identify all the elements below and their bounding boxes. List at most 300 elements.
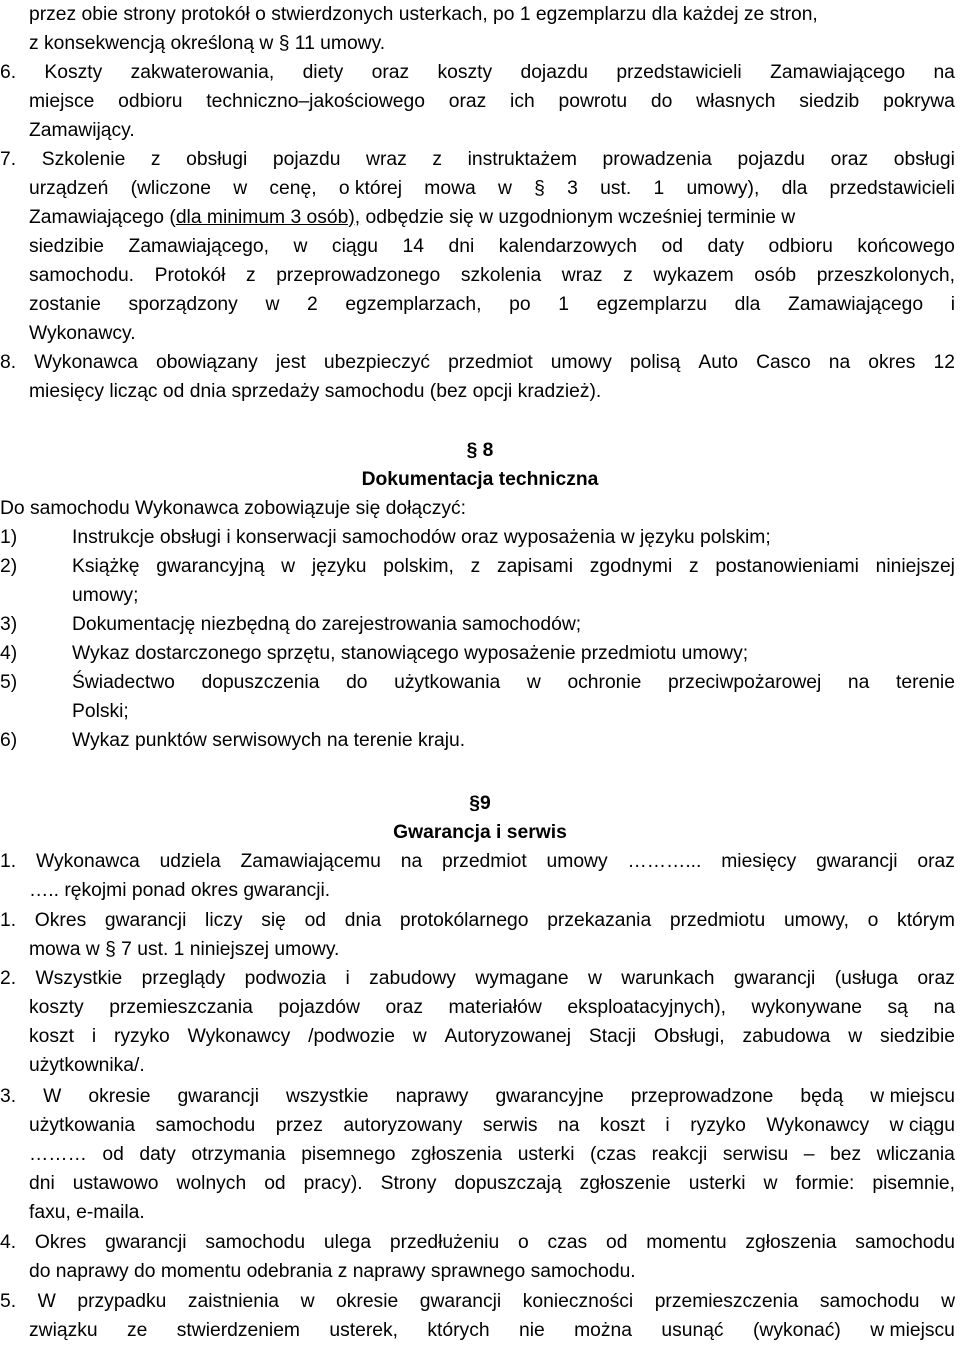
word: oraz [917,968,955,989]
word: od [661,236,683,257]
word: 2. [0,968,17,989]
word: na [400,851,423,872]
word: 1. [0,910,17,931]
word: oraz [448,91,487,112]
word: Wszystkie [35,968,123,989]
word: siedzibie [879,1026,955,1047]
word: przedmiot [442,851,527,872]
word: kalendarzowych [498,236,638,257]
word: usterek, [329,1320,398,1341]
list-item-text: Wykaz punktów serwisowych na terenie kraju. [72,730,466,751]
word: w [233,178,248,199]
word: się [261,910,286,931]
word: konieczności [522,1291,634,1312]
word: 1 [558,294,569,315]
list-item [0,639,960,668]
warranty-6-line-2 [29,1316,955,1345]
word: odbioru [768,236,833,257]
word: gwarancji [177,1086,259,1107]
word: i [345,968,350,989]
word: ustawowo [72,1173,159,1194]
word: 8. [0,352,17,373]
word: Stacji [588,1026,637,1047]
word: reakcji [651,1144,708,1165]
word: na [933,62,955,83]
word: i [91,1026,97,1047]
list-item-number: 1) [0,527,18,548]
item-7-line-4 [29,232,955,261]
text-line [29,29,960,58]
item-7-line-5 [29,261,955,290]
paragraph-text: mowa w § 7 ust. 1 niniejszej umowy. [29,939,340,960]
word: koszty [29,997,84,1018]
word: mowa [424,178,476,199]
word: z [150,149,161,170]
section-8-title [0,465,960,494]
word: Zamawiającego, [128,236,269,257]
word: wolnych [176,1173,247,1194]
word: Obsługi, [653,1026,725,1047]
word: Zamawiającego [770,62,906,83]
list-item [0,726,960,755]
word: Casco [756,352,811,373]
word: gwarancji [105,1232,187,1253]
word: od [304,910,327,931]
word: po [509,294,531,315]
list-item [0,552,960,581]
word: 5. [0,1291,17,1312]
word: naprawy [395,1086,469,1107]
word: umowy [550,352,612,373]
word: z [432,149,443,170]
word: ulega [323,1232,372,1253]
word: i [665,1115,670,1136]
warranty-2-line-1 [0,906,955,935]
word: i [950,294,955,315]
section-9-title [0,818,960,847]
word: terenie [895,672,955,693]
word: Okres [34,910,87,931]
word: których [427,1320,490,1341]
word: przeglądy [141,968,226,989]
word: dla [781,178,808,199]
word: ochronie [567,672,642,693]
word: obowiązany [155,352,258,373]
word: Książkę [72,556,140,577]
word: dnia [344,910,382,931]
word: ryzyko [114,1026,170,1047]
word: ze [126,1320,148,1341]
list-item [0,610,960,639]
word: pisemnie, [872,1173,955,1194]
word: końcowego [857,236,955,257]
word: 1 [653,178,665,199]
word: przez [275,1115,323,1136]
text-line [29,319,960,348]
paragraph-text: użytkownika/. [29,1055,145,1076]
list-item [0,668,960,697]
word: prowadzenia [602,149,712,170]
item-7-line-3 [29,203,955,232]
word: przemieszczenia [654,1291,799,1312]
section-number: §9 [469,793,491,814]
word: na [933,997,955,1018]
list-item-text [72,552,955,581]
word: do [346,672,368,693]
section-8-intro [0,494,960,523]
word: 4. [0,1232,17,1253]
word: przedmiot [448,352,533,373]
word: o [867,910,879,931]
word: wraz [366,149,407,170]
word: koszt [599,1115,645,1136]
word: oraz [830,149,869,170]
word: § [534,178,545,199]
word: samochodu [855,1232,955,1253]
word: Wykonawca [34,352,138,373]
section-title: Gwarancja i serwis [393,822,567,843]
word: przedstawicieli [829,178,955,199]
word: dopuszczenia [201,672,320,693]
word: cenę, [269,178,317,199]
word: W [37,1291,56,1312]
list-item-number: 6) [0,730,18,751]
word: wszystkie [286,1086,369,1107]
word: Koszty [44,62,103,83]
word: zabudowy [369,968,456,989]
word: w [293,236,308,257]
word: przedstawicieli [616,62,742,83]
word: egzemplarzach, [345,294,482,315]
word: siedzib [799,91,860,112]
word: w [587,968,602,989]
word: Auto [698,352,739,373]
word: 14 [402,236,424,257]
word: 1. [0,851,17,872]
word: siedzibie [29,236,105,257]
paragraph-text: ….. rękojmi ponad okres gwarancji. [29,880,331,901]
word: podwozia [244,968,327,989]
word: obsługi [186,149,248,170]
word: w miejscu [870,1086,955,1107]
warranty-4-line-4 [29,1169,955,1198]
paragraph-text: Zamawijący. [29,120,135,141]
text-line [29,935,960,964]
word: przypadku [77,1291,167,1312]
word: w ciągu [889,1115,955,1136]
warranty-3-line-2 [29,993,955,1022]
word: liczy [205,910,243,931]
word: ryzyko [690,1115,746,1136]
word: – [803,1144,815,1165]
word: usterki [688,1173,746,1194]
word: będą [800,1086,844,1107]
word: w [412,1026,427,1047]
word: pisemnego [301,1144,396,1165]
word: Protokół [154,265,226,286]
list-item-text: Dokumentację niezbędną do zarejestrowania samochodów; [72,614,582,635]
word: przeciwpożarowej [668,672,822,693]
list-item-number: 2) [0,556,18,577]
word: Zamawiającego [788,294,924,315]
paragraph-text: Wykonawcy. [29,323,136,344]
word: momentu [646,1232,727,1253]
section-9-number [0,789,960,818]
word: instruktażem [467,149,577,170]
word: stwierdzeniem [176,1320,300,1341]
word: W [43,1086,62,1107]
word: pojazdów [278,997,360,1018]
list-item-text: umowy; [72,585,139,606]
item-6-line-1 [0,58,955,87]
word: można [574,1320,632,1341]
word: jest [275,352,306,373]
warranty-6-line-1 [0,1287,955,1316]
word: miesięcy [721,851,797,872]
word: gwarancji [816,851,898,872]
word: dni [29,1173,55,1194]
word: zapisami [496,556,574,577]
paragraph-text: faxu, e-maila. [29,1202,145,1223]
word: samochodu [819,1291,920,1312]
word: samochodu [155,1115,256,1136]
list-item-text: Wykaz dostarczonego sprzętu, stanowiącego wyposażenie przedmiotu umowy; [72,643,749,664]
word: okresie [88,1086,151,1107]
word: pojazdu [737,149,806,170]
word: Wykonawca [35,851,140,872]
word: niniejszej [875,556,955,577]
word: użytkowania [394,672,501,693]
word: Autoryzowanej [444,1026,572,1047]
paragraph-text: Do samochodu Wykonawca zobowiązuje się dołączyć: [0,498,467,519]
word: umowy [546,851,608,872]
word: Zamawiającemu [240,851,381,872]
word: z [623,265,633,286]
word: przeszkolonych, [816,265,955,286]
word: związku [29,1320,98,1341]
paragraph-text: Zamawiającego ( [29,207,176,228]
item-7-line-6 [29,290,955,319]
word: gwarancji [733,968,816,989]
word: w [848,1026,863,1047]
word: nie [518,1320,545,1341]
word: koszty [437,62,493,83]
list-item-number: 3) [0,614,18,635]
word: dojazdu [520,62,589,83]
word: o [517,1232,529,1253]
word: przekazania [547,910,652,931]
word: przeprowadzonego [276,265,441,286]
word: gwarancyjną [156,556,265,577]
word: gwarancyjne [495,1086,604,1107]
word: na [557,1115,580,1136]
word: ciągu [331,236,379,257]
word: dni [448,236,475,257]
list-item-text: Polski; [72,701,129,722]
item-7-line-2 [29,174,955,203]
paragraph-text: przez obie strony protokół o stwierdzonych usterkach, po 1 egzemplarzu dla każdej ze stron, [29,4,818,25]
word: ubezpieczyć [323,352,431,373]
word: od [605,1232,628,1253]
word: samochodu [205,1232,306,1253]
word: dopuszczają [454,1173,562,1194]
text-line [29,116,960,145]
word: Okres [34,1232,87,1253]
word: protokólarnego [399,910,529,931]
word: umowy), [686,178,760,199]
list-item-text [72,668,955,697]
word: oraz [371,62,410,83]
word: na [828,352,851,373]
word: przeprowadzone [630,1086,774,1107]
word: bez [830,1144,862,1165]
word: języku [311,556,367,577]
word: udziela [159,851,221,872]
word: odbioru [118,91,183,112]
word: zgłoszenie [579,1173,671,1194]
word: ……… [29,1144,87,1165]
word: na [847,672,870,693]
list-item [0,523,960,552]
section-8-number [0,436,960,465]
paragraph-text: odbędzie się w uzgodnionym wcześniej terminie w [360,207,796,228]
word: 3. [0,1086,17,1107]
word: warunkach [621,968,715,989]
word: o której [338,178,403,199]
word: przedłużeniu [389,1232,500,1253]
word: wraz [561,265,603,286]
list-item-continuation [72,697,960,726]
word: samochodu. [29,265,135,286]
word: polskim, [383,556,454,577]
word: ust. [600,178,632,199]
warranty-4-line-3 [29,1140,955,1169]
word: eksploatacyjnych), [567,997,726,1018]
word: od [102,1144,124,1165]
word: (wliczone [130,178,211,199]
word: w [497,178,512,199]
word: otrzymania [191,1144,286,1165]
word: do [650,91,673,112]
word: koszt [29,1026,75,1047]
word: pojazdu [272,149,341,170]
section-number: § 8 [466,440,494,461]
word: umowy, [783,910,849,931]
word: w miejscu [870,1320,955,1341]
text-line [29,1198,960,1227]
word: w [763,1173,778,1194]
word: miejsce [29,91,95,112]
warranty-3-line-1 [0,964,955,993]
paragraph-text: miesięcy licząc od dnia sprzedaży samochodu (bez opcji kradzież). [29,381,602,402]
word: ………... [627,851,702,872]
word: (czas [590,1144,637,1165]
word: wykazem [653,265,734,286]
word: (usługa [834,968,898,989]
word: gwarancji [419,1291,502,1312]
word: postanowieniami [715,556,859,577]
word: przedmiotu [669,910,766,931]
word: diety [302,62,344,83]
word: przemieszczania [109,997,253,1018]
word: są [887,997,908,1018]
word: użytkowania [29,1115,136,1136]
word: polisą [629,352,681,373]
word: okresie [336,1291,399,1312]
word: w [300,1291,315,1312]
word: obsługi [893,149,955,170]
underlined-text: dla minimum 3 osób), [175,207,361,228]
item-7-line-1 [0,145,955,174]
text-line [29,377,960,406]
word: daty [139,1144,176,1165]
word: własnych [696,91,776,112]
word: od [264,1173,286,1194]
word: zgłoszenia [745,1232,837,1253]
list-item-number: 4) [0,643,18,664]
word: urządzeń [29,178,109,199]
word: z [688,556,699,577]
word: powrotu [558,91,628,112]
word: ich [510,91,535,112]
word: Wykonawcy [766,1115,870,1136]
word: zostanie [29,294,101,315]
word: zgodnymi [589,556,673,577]
word: zaistnienia [187,1291,280,1312]
item-6-line-2 [29,87,955,116]
word: Wykonawcy [187,1026,291,1047]
word: Świadectwo [72,672,175,693]
word: zakwaterowania, [130,62,275,83]
word: usterki [517,1144,575,1165]
word: Szkolenie [41,149,126,170]
word: wykonywane [751,997,862,1018]
paragraph-text: z konsekwencją określoną w § 11 umowy. [29,33,386,54]
warranty-5-line-1 [0,1228,955,1257]
word: egzemplarzu [596,294,707,315]
list-item-text: Instrukcje obsługi i konserwacji samochodów oraz wyposażenia w języku polskim; [72,527,771,548]
word: daty [707,236,744,257]
word: w [265,294,280,315]
word: szkolenia [460,265,542,286]
item-8-line-1 [0,348,955,377]
word: sporządzony [128,294,238,315]
word: w [526,672,541,693]
warranty-3-line-3 [29,1022,955,1051]
word: pokrywa [883,91,955,112]
text-line [29,1257,960,1286]
word: usunąć [661,1320,724,1341]
word: Strony [380,1173,437,1194]
word: którym [897,910,955,931]
word: dla [734,294,761,315]
word: oraz [385,997,423,1018]
paragraph-text: do naprawy do momentu odebrania z naprawy sprawnego samochodu. [29,1261,636,1282]
list-item-continuation [72,581,960,610]
word: 2 [307,294,318,315]
word: wliczania [876,1144,955,1165]
section-title: Dokumentacja techniczna [361,469,599,490]
text-line [29,0,954,29]
word: z [245,265,256,286]
text-line [29,876,960,905]
word: materiałów [448,997,542,1018]
word: zgłoszenia [411,1144,503,1165]
word: autoryzowany [343,1115,463,1136]
word: w [941,1291,955,1312]
word: zabudowa [742,1026,831,1047]
word: serwis [482,1115,538,1136]
